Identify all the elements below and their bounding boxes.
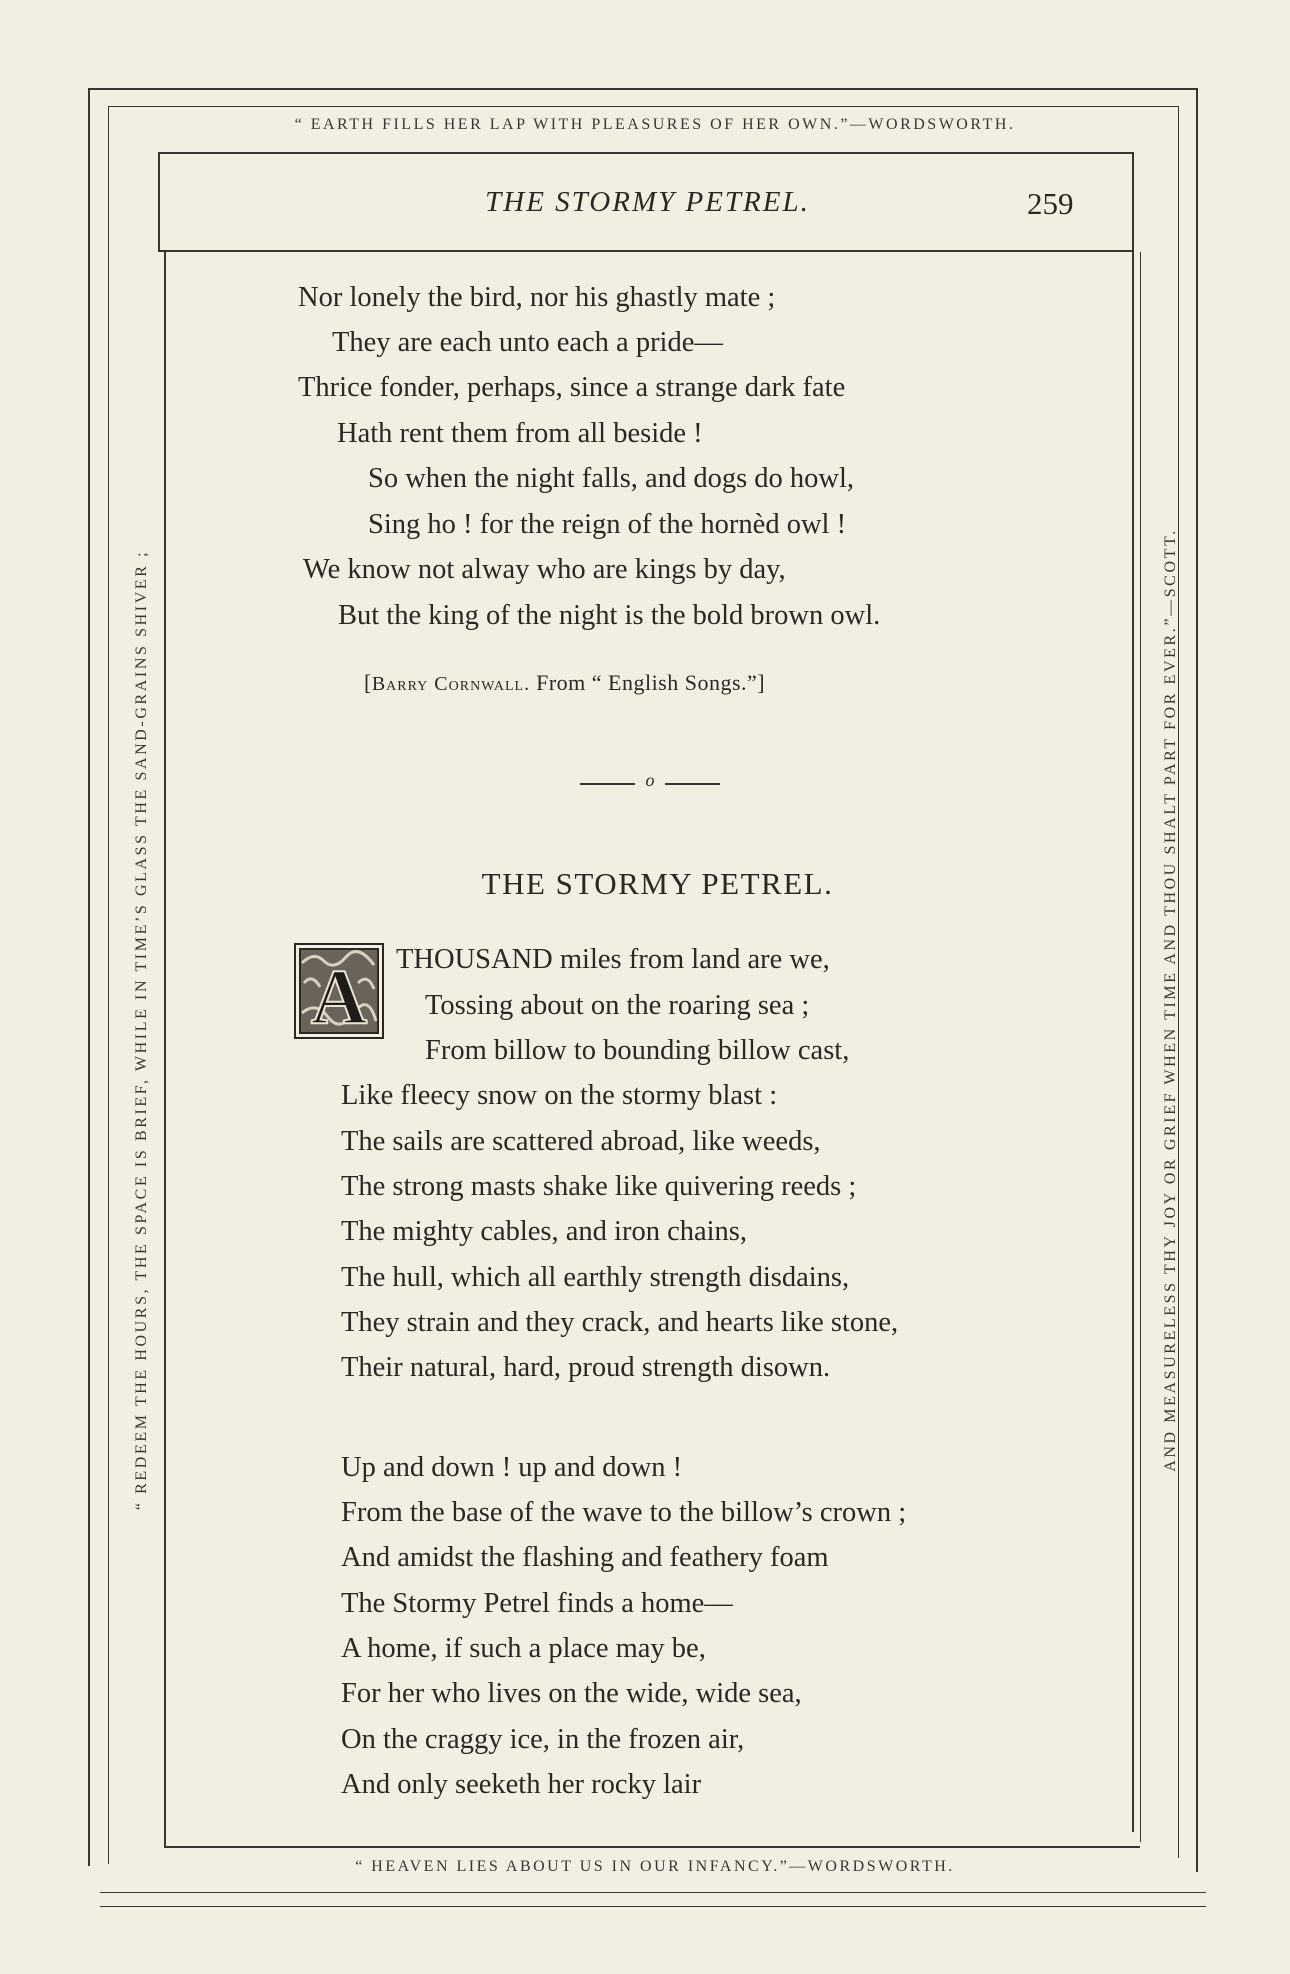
side-right-quote: AND MEASURELESS THY JOY OR GRIEF WHEN TIME AND THOU SHALT PART FOR EVER.”—SCOTT. bbox=[1162, 528, 1179, 1472]
poem-line: So when the night falls, and dogs do howl, bbox=[368, 463, 855, 494]
poem-line: Up and down ! up and down ! bbox=[341, 1452, 683, 1483]
poem-line: From billow to bounding billow cast, bbox=[425, 1035, 850, 1066]
poem-line: Thrice fonder, perhaps, since a strange dark fate bbox=[298, 372, 846, 403]
text-frame-right bbox=[1140, 252, 1141, 1842]
poem-line: On the craggy ice, in the frozen air, bbox=[341, 1724, 745, 1755]
poem-line: But the king of the night is the bold brown owl. bbox=[338, 600, 881, 631]
poem-line: THOUSAND miles from land are we, bbox=[396, 944, 830, 975]
poem-line: We know not alway who are kings by day, bbox=[303, 554, 786, 585]
poem-line: Sing ho ! for the reign of the hornèd owl ! bbox=[368, 509, 847, 540]
outer-border-bottom-lower bbox=[100, 1906, 1206, 1907]
poem-line: For her who lives on the wide, wide sea, bbox=[341, 1678, 802, 1709]
svg-text:A: A bbox=[310, 953, 368, 1039]
running-title: THE STORMY PETREL. bbox=[485, 186, 810, 218]
drop-cap bbox=[294, 943, 384, 1039]
outer-border-right bbox=[1196, 88, 1198, 1872]
outer-border-bottom bbox=[100, 1892, 1206, 1893]
poem-line: Like fleecy snow on the stormy blast : bbox=[341, 1080, 778, 1111]
header-quote: “ EARTH FILLS HER LAP WITH PLEASURES OF HER OWN.”—WORDSWORTH. bbox=[294, 116, 1016, 133]
poem-line: And only seeketh her rocky lair bbox=[341, 1769, 702, 1800]
poem-line: The sails are scattered abroad, like weeds, bbox=[341, 1126, 821, 1157]
poem-line: From the base of the wave to the billow’s crown ; bbox=[341, 1497, 907, 1528]
poem-line: They are each unto each a pride— bbox=[332, 327, 723, 358]
poem-line: And amidst the flashing and feathery foam bbox=[341, 1542, 829, 1573]
poem-title: THE STORMY PETREL. bbox=[481, 866, 834, 901]
poem-line: Their natural, hard, proud strength disown. bbox=[341, 1352, 831, 1383]
poem-line: Tossing about on the roaring sea ; bbox=[425, 990, 810, 1021]
section-ornament: o bbox=[580, 770, 720, 791]
poem-line: Hath rent them from all beside ! bbox=[337, 418, 703, 449]
outer-border-top bbox=[88, 88, 1198, 90]
attribution-author: Barry Cornwall. bbox=[371, 673, 531, 695]
outer-border-top-inner bbox=[108, 106, 1178, 107]
inner-frame-right bbox=[1132, 152, 1134, 1832]
poem-line: The strong masts shake like quivering reeds ; bbox=[341, 1171, 857, 1202]
poem-line: The mighty cables, and iron chains, bbox=[341, 1216, 748, 1247]
inner-frame-top bbox=[158, 152, 1134, 154]
poem-line: A home, if such a place may be, bbox=[341, 1633, 706, 1664]
side-left-quote: “ REDEEM THE HOURS, THE SPACE IS BRIEF, WHILE IN TIME’S GLASS THE SAND-GRAINS SHIVER ; bbox=[133, 549, 150, 1511]
outer-border-left-inner bbox=[108, 106, 109, 1864]
page-number: 259 bbox=[1027, 186, 1074, 221]
drop-cap-ornament-icon bbox=[294, 943, 384, 1039]
poem-line: The Stormy Petrel finds a home— bbox=[341, 1588, 733, 1619]
attribution: [Barry Cornwall. From “ English Songs.”] bbox=[364, 670, 766, 695]
text-frame-bottom bbox=[164, 1846, 1140, 1848]
outer-border-left bbox=[88, 88, 90, 1866]
poem-line: Nor lonely the bird, nor his ghastly mate ; bbox=[298, 282, 776, 313]
footer-quote: “ HEAVEN LIES ABOUT US IN OUR INFANCY.”—WORDSWORTH. bbox=[355, 1858, 955, 1875]
poem-line: The hull, which all earthly strength disdains, bbox=[341, 1262, 850, 1293]
title-rule bbox=[158, 250, 1134, 252]
poem-line: They strain and they crack, and hearts like stone, bbox=[341, 1307, 899, 1338]
text-frame-left bbox=[164, 252, 166, 1848]
